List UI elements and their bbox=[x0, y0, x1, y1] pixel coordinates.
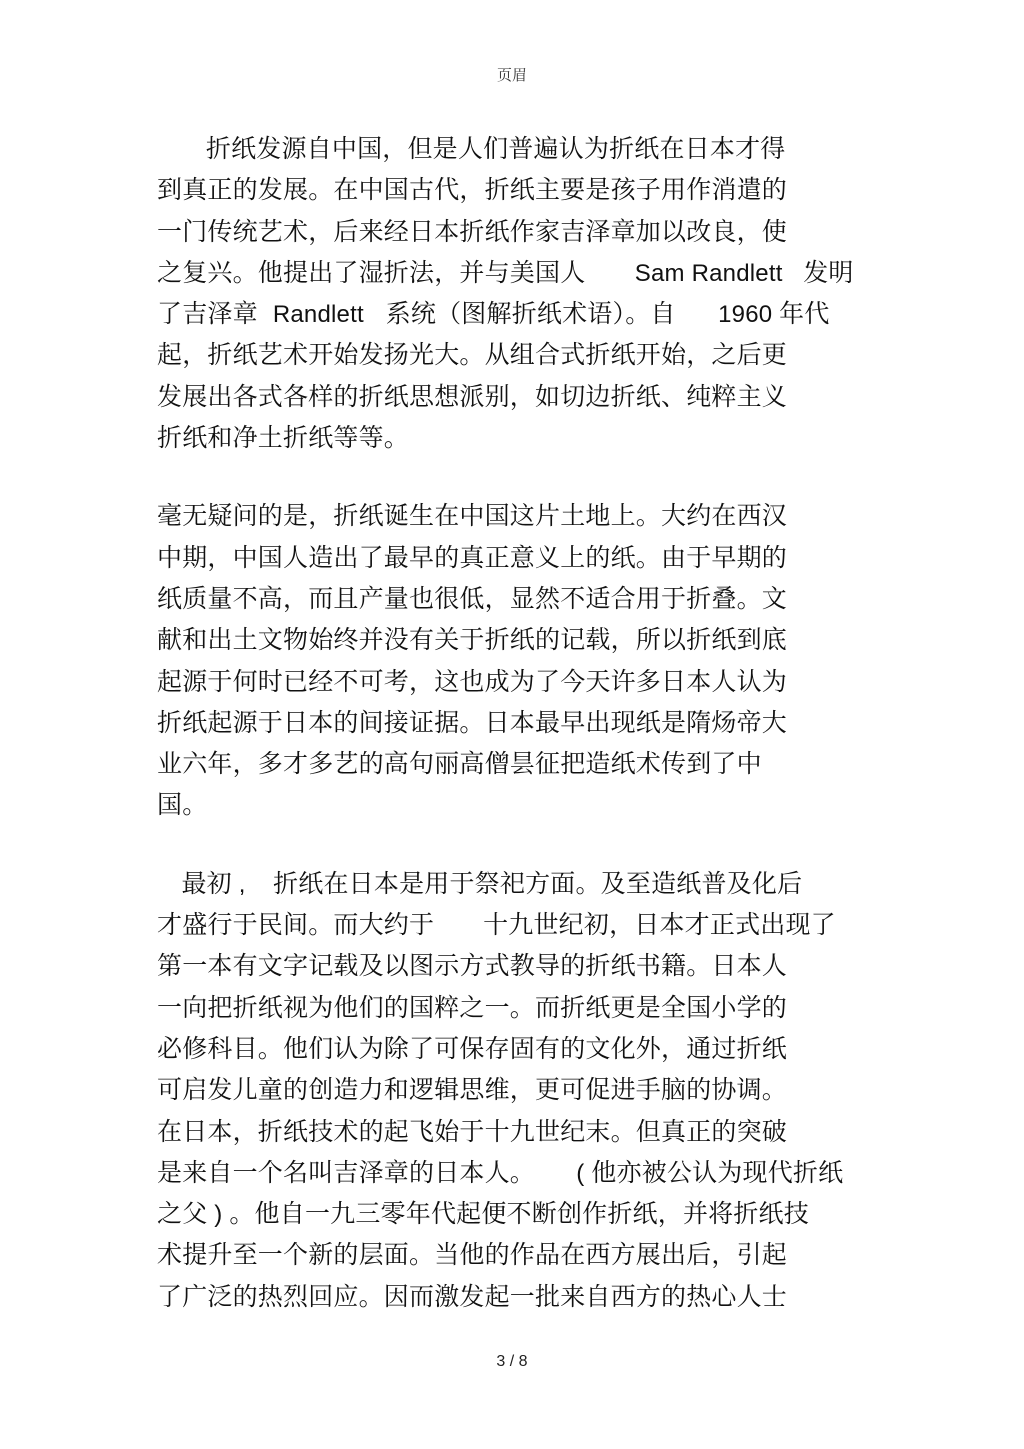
paragraph-spacer bbox=[157, 458, 877, 495]
page-number: 3 / 8 bbox=[496, 1353, 528, 1370]
text-line: 一门传统艺术，后来经日本折纸作家吉泽章加以改良，使 bbox=[157, 216, 788, 246]
latin-segment: , bbox=[231, 870, 274, 898]
text-line: 术提升至一个新的层面。当他的作品在西方展出后，引起 bbox=[157, 1240, 788, 1270]
text-line: 第一本有文字记载及以图示方式教导的折纸书籍。日本人 bbox=[157, 951, 788, 981]
text-line: 毫无疑问的是，折纸诞生在中国这片土地上。大约在西汉 bbox=[157, 501, 788, 531]
page-header: 页眉 bbox=[496, 66, 527, 84]
latin-segment: ) bbox=[207, 1201, 230, 1229]
text-segment: 年代 bbox=[779, 299, 830, 329]
latin-segment: Sam Randlett bbox=[593, 259, 804, 287]
text-line: 起源于何时已经不可考，这也成为了今天许多日本人认为 bbox=[157, 666, 788, 696]
text-segment: 之父 bbox=[157, 1199, 208, 1229]
text-segment: 他亦被公认为现代折纸 bbox=[591, 1157, 844, 1187]
text-segment: 是来自一个名叫吉泽章的日本人。 bbox=[157, 1157, 536, 1187]
text-line: 到真正的发展。在中国古代，折纸主要是孩子用作消遣的 bbox=[157, 175, 788, 205]
text-line: 业六年，多才多艺的高句丽高僧昙征把造纸术传到了中 bbox=[157, 749, 762, 779]
text-line: 献和出土文物始终并没有关于折纸的记载，所以折纸到底 bbox=[157, 625, 788, 655]
text-segment: 系统（图解折纸术语）。自 bbox=[377, 299, 684, 329]
text-segment: 之复兴。他提出了湿折法，并与美国人 bbox=[157, 257, 594, 287]
text-line bbox=[157, 863, 877, 904]
paragraph-spacer bbox=[157, 826, 877, 863]
text-line: 国。 bbox=[157, 790, 208, 820]
text-line: 起，折纸艺术开始发扬光大。从组合式折纸开始，之后更 bbox=[157, 340, 788, 370]
latin-segment: ( bbox=[535, 1159, 592, 1187]
text-line bbox=[157, 252, 877, 293]
text-line bbox=[157, 1193, 877, 1234]
text-segment: 最初 bbox=[157, 868, 232, 898]
text-line: 纸质量不高，而且产量也很低，显然不适合用于折叠。文 bbox=[157, 583, 788, 613]
text-line: 折纸和净土折纸等等。 bbox=[157, 423, 410, 453]
text-segment: 。他自一九三零年代起便不断创作折纸，并将折纸技 bbox=[229, 1199, 809, 1229]
text-line: 必修科目。他们认为除了可保存固有的文化外，通过折纸 bbox=[157, 1033, 788, 1063]
text-line: 才盛行于民间。而大约于 十九世纪初，日本才正式出现了 bbox=[157, 910, 836, 940]
text-line: 折纸发源自中国，但是人们普遍认为折纸在日本才得 bbox=[157, 134, 786, 163]
body-text bbox=[157, 128, 877, 1317]
text-line: 中期，中国人造出了最早的真正意义上的纸。由于早期的 bbox=[157, 542, 788, 572]
text-line: 在日本，折纸技术的起飞始于十九世纪末。但真正的突破 bbox=[157, 1116, 788, 1146]
text-line: 折纸起源于日本的间接证据。日本最早出现纸是隋炀帝大 bbox=[157, 707, 788, 737]
text-line: 了广泛的热烈回应。因而激发起一批来自西方的热心人士 bbox=[157, 1281, 788, 1311]
text-line: 一向把折纸视为他们的国粹之一。而折纸更是全国小学的 bbox=[157, 992, 788, 1022]
text-segment: 折纸在日本是用于祭祀方面。及至造纸普及化后 bbox=[273, 868, 803, 898]
paragraph-3 bbox=[157, 863, 877, 1317]
paragraph-2 bbox=[157, 495, 877, 825]
latin-segment: 1960 bbox=[683, 301, 780, 329]
text-segment: 发明 bbox=[803, 257, 854, 287]
paragraph-1 bbox=[157, 128, 877, 458]
text-line: 可启发儿童的创造力和逻辑思维，更可促进手脑的协调。 bbox=[157, 1075, 788, 1105]
text-line bbox=[157, 1152, 877, 1193]
text-line bbox=[157, 293, 877, 334]
latin-segment: Randlett bbox=[265, 301, 378, 329]
text-segment: 了吉泽章 bbox=[157, 299, 266, 329]
text-line: 发展出各式各样的折纸思想派别，如切边折纸、纯粹主义 bbox=[157, 381, 788, 411]
